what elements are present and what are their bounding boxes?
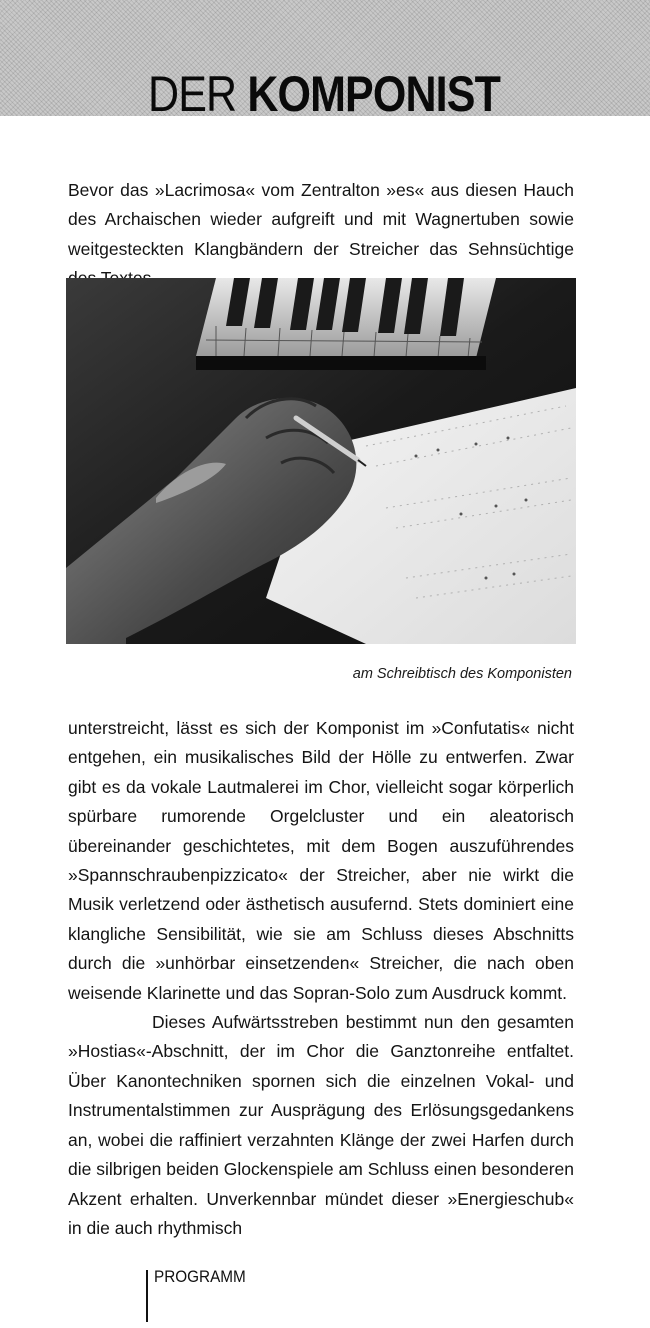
paragraph-1: Bevor das »Lacrimosa« vom Zentralton »es« aus diesen Hauch des Archaischen wieder aufgreift und mit Wagnertuben sowie weitgesteckten Klangbändern der Streicher das Sehnsüchtige <box>68 180 574 259</box>
piano-keys <box>196 278 496 370</box>
photo-caption: am Schreibtisch des Komponisten <box>352 666 572 682</box>
page-title-bold: KOMPONIST <box>247 66 500 122</box>
footer-programm-label: PROGRAMM <box>154 1267 246 1286</box>
page-title-light: DER <box>148 66 237 122</box>
footer-divider <box>146 1270 148 1322</box>
paragraph-3: Dieses Aufwärtsstreben bestimmt nun den gesamten »Hostias«-Abschnitt, der im Chor die Ganztonreihe entfaltet. Über Kanontechniken spornen sich die einzelnen Vokal- und Instrumentalstimmen zur Ausprägung des Erlösungsgedankens an, wobei die raffiniert verzahnten Klänge der zwei Harfen durch die silbrigen beiden Glockenspiele am Schluss einen besonderen Akzent erhalten. Unverkennbar mündet dieser »Energieschub« in die auch rhythmisch <box>68 1012 574 1238</box>
page-title <box>148 66 500 122</box>
paragraph-2: unterstreicht, lässt es sich der Komponist im »Confutatis« nicht entgehen, ein musikalisches Bild der Hölle zu entwerfen. Zwar gibt es da vokale Lautmalerei im Chor, vielleicht sogar körperlich spürbare rumorende Orgelcluster und ein aleatorisch übereinander geschichtetes, mit dem Bogen auszuführendes »Spannschraubenpizzicato« der Streicher, aber nie wirkt die Musik verletzend oder ästhetisch ausufernd. Stets dominiert eine klangliche Sensibilität, wie sie am Schluss dieses Abschnitts durch die »unhörbar einsetzenden« Streicher, die nach oben weisende Klarinette und das Sopran-Solo zum Ausdruck kommt. <box>68 718 574 1003</box>
article-text-top <box>68 176 574 294</box>
composer-desk-photo <box>66 278 576 644</box>
article-text-bottom <box>68 714 574 1243</box>
